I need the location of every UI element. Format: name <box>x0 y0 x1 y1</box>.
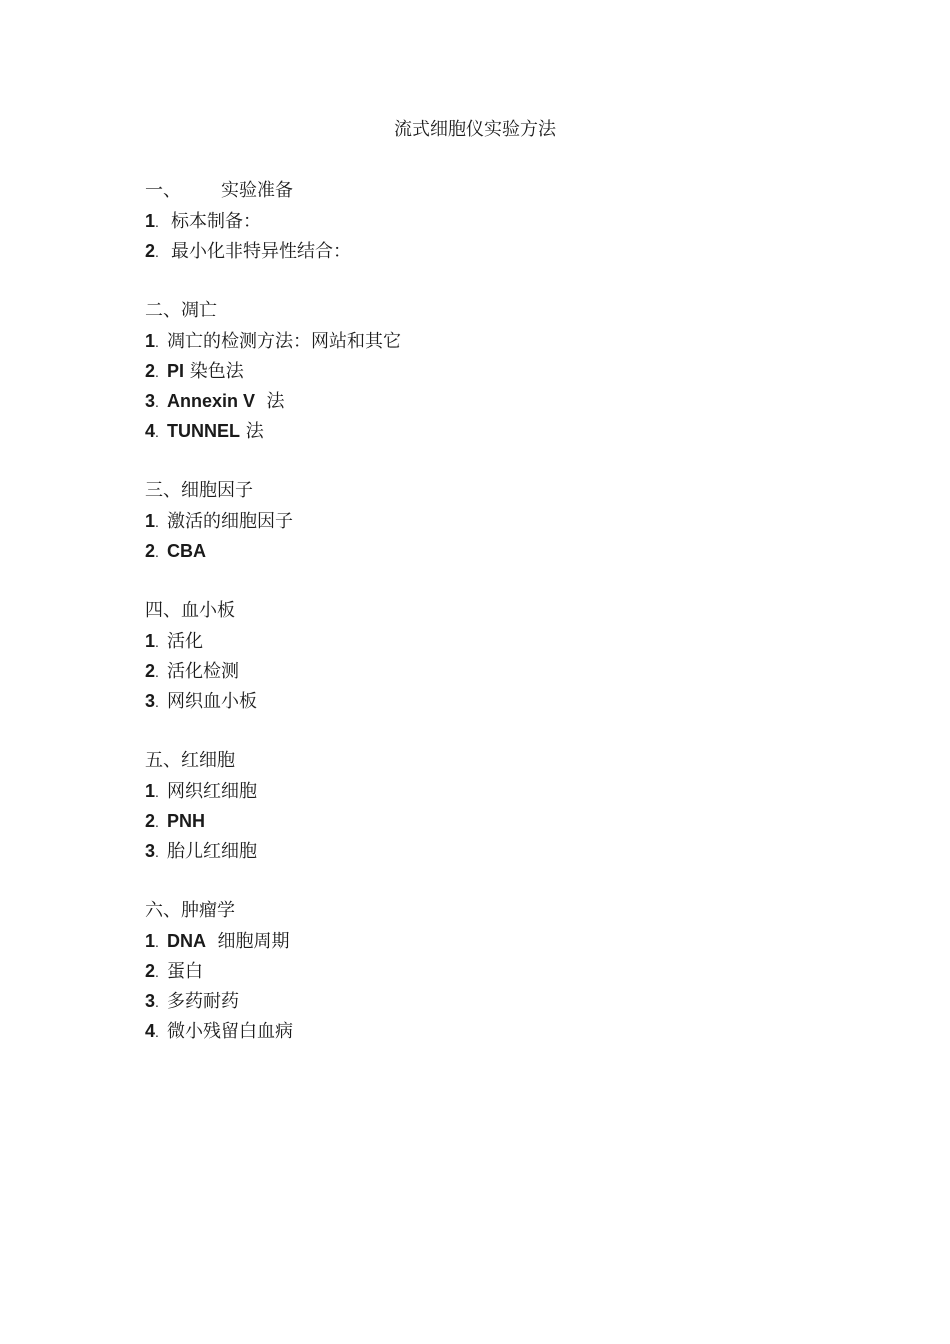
list-item <box>145 836 845 866</box>
heading-text: 凋亡 <box>181 300 217 321</box>
item-text: 细胞周期 <box>217 931 290 952</box>
item-text: 凋亡的检测方法：网站和其它 <box>167 331 402 352</box>
list-item <box>145 956 845 986</box>
document-body <box>145 176 845 1076</box>
item-separator: . <box>155 514 159 530</box>
item-separator: . <box>155 784 159 800</box>
item-text: 法 <box>266 391 285 412</box>
section-preparation <box>145 176 845 266</box>
item-number: 2 <box>145 361 156 381</box>
item-number: 2 <box>145 241 156 261</box>
item-latin-term: TUNNEL <box>167 421 241 441</box>
item-number: 1 <box>145 781 156 801</box>
list-item <box>145 926 845 956</box>
item-number: 4 <box>145 421 156 441</box>
item-text: 网织红细胞 <box>167 781 258 802</box>
item-latin-term: PNH <box>167 811 206 831</box>
item-text: 蛋白 <box>167 961 204 982</box>
list-item <box>145 626 845 656</box>
item-latin-term: PI <box>167 361 185 381</box>
item-number: 1 <box>145 211 156 231</box>
item-separator: . <box>155 964 159 980</box>
document-title: 流式细胞仪实验方法 <box>394 119 556 140</box>
item-separator: . <box>155 1024 159 1040</box>
item-text: 微小残留白血病 <box>167 1021 294 1042</box>
heading-marker: 三、 <box>145 480 181 501</box>
section-heading <box>145 176 845 206</box>
heading-marker: 五、 <box>145 750 181 771</box>
list-item <box>145 776 845 806</box>
list-item <box>145 416 845 446</box>
item-number: 2 <box>145 811 156 831</box>
item-latin-term: Annexin V <box>167 391 256 411</box>
item-number: 2 <box>145 661 156 681</box>
list-item <box>145 326 845 356</box>
section-heading <box>145 296 845 326</box>
heading-text: 实验准备 <box>221 180 293 201</box>
section-cytokines <box>145 476 845 566</box>
heading-text: 肿瘤学 <box>181 900 235 921</box>
item-text: 法 <box>245 421 264 442</box>
item-number: 2 <box>145 541 156 561</box>
item-text: 胎儿红细胞 <box>167 841 258 862</box>
item-text: 激活的细胞因子 <box>167 511 294 532</box>
heading-text: 红细胞 <box>181 750 235 771</box>
list-item <box>145 386 845 416</box>
heading-marker: 四、 <box>145 600 181 621</box>
item-separator: . <box>155 934 159 950</box>
list-item <box>145 806 845 836</box>
section-apoptosis <box>145 296 845 446</box>
item-separator: . <box>155 694 159 710</box>
item-separator: . <box>155 334 159 350</box>
item-text: 网织血小板 <box>167 691 258 712</box>
item-number: 3 <box>145 691 156 711</box>
item-number: 3 <box>145 991 156 1011</box>
item-separator: . <box>155 994 159 1010</box>
item-separator: . <box>155 394 159 410</box>
item-text: 多药耐药 <box>167 991 240 1012</box>
item-number: 3 <box>145 391 156 411</box>
list-item <box>145 506 845 536</box>
heading-text: 血小板 <box>181 600 235 621</box>
list-item <box>145 356 845 386</box>
item-text: 标本制备： <box>171 211 262 232</box>
item-separator: . <box>155 214 159 230</box>
item-text: 最小化非特异性结合： <box>171 241 352 262</box>
item-number: 1 <box>145 511 156 531</box>
list-item <box>145 206 845 236</box>
item-text: 染色法 <box>189 361 244 382</box>
heading-marker: 二、 <box>145 300 181 321</box>
item-text: 活化 <box>167 631 204 652</box>
heading-marker: 一、 <box>145 180 181 201</box>
section-heading <box>145 746 845 776</box>
list-item <box>145 986 845 1016</box>
section-heading <box>145 476 845 506</box>
list-item <box>145 1016 845 1046</box>
item-separator: . <box>155 844 159 860</box>
item-separator: . <box>155 814 159 830</box>
item-latin-term: DNA <box>167 931 207 951</box>
item-text: 活化检测 <box>167 661 240 682</box>
heading-marker: 六、 <box>145 900 181 921</box>
section-heading <box>145 596 845 626</box>
item-separator: . <box>155 634 159 650</box>
list-item <box>145 536 845 566</box>
item-separator: . <box>155 664 159 680</box>
section-heading <box>145 896 845 926</box>
list-item <box>145 686 845 716</box>
section-platelets <box>145 596 845 716</box>
item-separator: . <box>155 244 159 260</box>
item-number: 1 <box>145 631 156 651</box>
item-number: 1 <box>145 331 156 351</box>
item-separator: . <box>155 544 159 560</box>
item-latin-term: CBA <box>167 541 207 561</box>
list-item <box>145 656 845 686</box>
list-item <box>145 236 845 266</box>
section-red-blood-cells <box>145 746 845 866</box>
item-number: 2 <box>145 961 156 981</box>
item-separator: . <box>155 364 159 380</box>
heading-text: 细胞因子 <box>181 480 253 501</box>
section-oncology <box>145 896 845 1046</box>
item-number: 1 <box>145 931 156 951</box>
item-number: 4 <box>145 1021 156 1041</box>
item-number: 3 <box>145 841 156 861</box>
item-separator: . <box>155 424 159 440</box>
